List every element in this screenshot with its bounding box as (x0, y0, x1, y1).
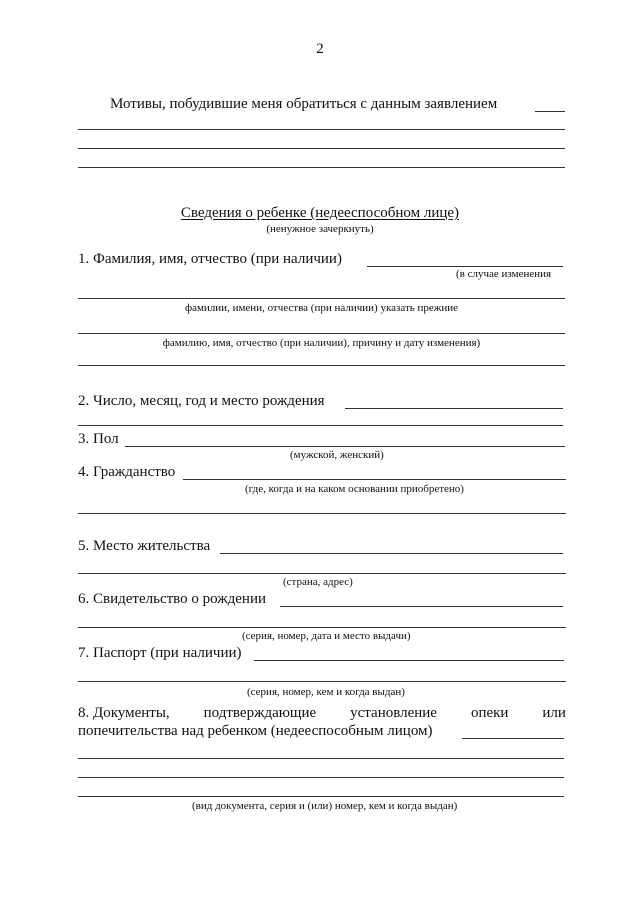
field-1-input-line-4[interactable] (78, 365, 565, 366)
field-1-label: 1. Фамилия, имя, отчество (при наличии) (78, 251, 342, 267)
field-5-label: 5. Место жительства (78, 538, 211, 554)
motives-field-line-3[interactable] (78, 167, 565, 168)
field-8-word-5: или (542, 705, 566, 721)
field-3-input[interactable] (125, 446, 565, 447)
field-2-input-inline[interactable] (345, 408, 563, 409)
field-1-input-line-3[interactable] (78, 333, 565, 334)
field-8-input-line-3[interactable] (78, 777, 564, 778)
field-8-input-inline[interactable] (462, 738, 564, 739)
field-4-label: 4. Гражданство (78, 464, 176, 480)
field-8-input-line-4[interactable] (78, 796, 564, 797)
motives-label: Мотивы, побудившие меня обратиться с данным заявлением (110, 96, 498, 112)
field-7-input[interactable] (254, 660, 564, 661)
field-6-input[interactable] (280, 606, 563, 607)
field-6-label: 6. Свидетельство о рождении (78, 591, 266, 607)
motives-field-inline[interactable] (535, 111, 565, 112)
page-number: 2 (316, 41, 324, 57)
field-2-label: 2. Число, месяц, год и место рождения (78, 393, 325, 409)
field-6-input-line-2[interactable] (78, 627, 566, 628)
field-7-label: 7. Паспорт (при наличии) (78, 645, 242, 661)
field-1-hint-3: фамилию, имя, отчество (при наличии), причину и дату изменения) (162, 337, 481, 349)
field-2-input-line-2[interactable] (78, 425, 563, 426)
field-5-hint: (страна, адрес) (283, 576, 353, 588)
field-8-label-line-1 (78, 704, 566, 722)
field-8-hint: (вид документа, серия и (или) номер, кем и когда выдан) (192, 800, 458, 812)
field-1-input-line-2[interactable] (78, 298, 565, 299)
field-4-input-line-2[interactable] (78, 513, 566, 514)
motives-field-line-2[interactable] (78, 148, 565, 149)
field-1-hint-2: фамилии, имени, отчества (при наличии) указать прежние (184, 302, 459, 314)
field-8-word-4: опеки (470, 705, 509, 721)
field-1-input-inline[interactable] (367, 266, 563, 267)
field-8-input-line-2[interactable] (78, 758, 564, 759)
field-8-label-line-2: попечительства над ребенком (недееспособным лицом) (78, 723, 433, 739)
field-1-hint-1: (в случае изменения (456, 268, 552, 280)
field-4-hint: (где, когда и на каком основании приобретено) (245, 483, 464, 495)
field-4-input[interactable] (183, 479, 566, 480)
section-note: (ненужное зачеркнуть) (266, 223, 374, 235)
field-6-hint: (серия, номер, дата и место выдачи) (242, 630, 411, 642)
field-8-word-3: установление (350, 705, 437, 721)
field-5-input[interactable] (220, 553, 563, 554)
field-7-hint: (серия, номер, кем и когда выдан) (247, 686, 405, 698)
field-7-input-line-2[interactable] (78, 681, 566, 682)
field-3-label: 3. Пол (78, 431, 119, 447)
field-3-hint: (мужской, женский) (290, 449, 384, 461)
field-8-word-1: 8. Документы, (78, 705, 170, 721)
field-8-word-2: подтверждающие (203, 705, 317, 721)
motives-field-line-1[interactable] (78, 129, 565, 130)
field-5-input-line-2[interactable] (78, 573, 566, 574)
section-title: Сведения о ребенке (недееспособном лице) (180, 205, 460, 221)
